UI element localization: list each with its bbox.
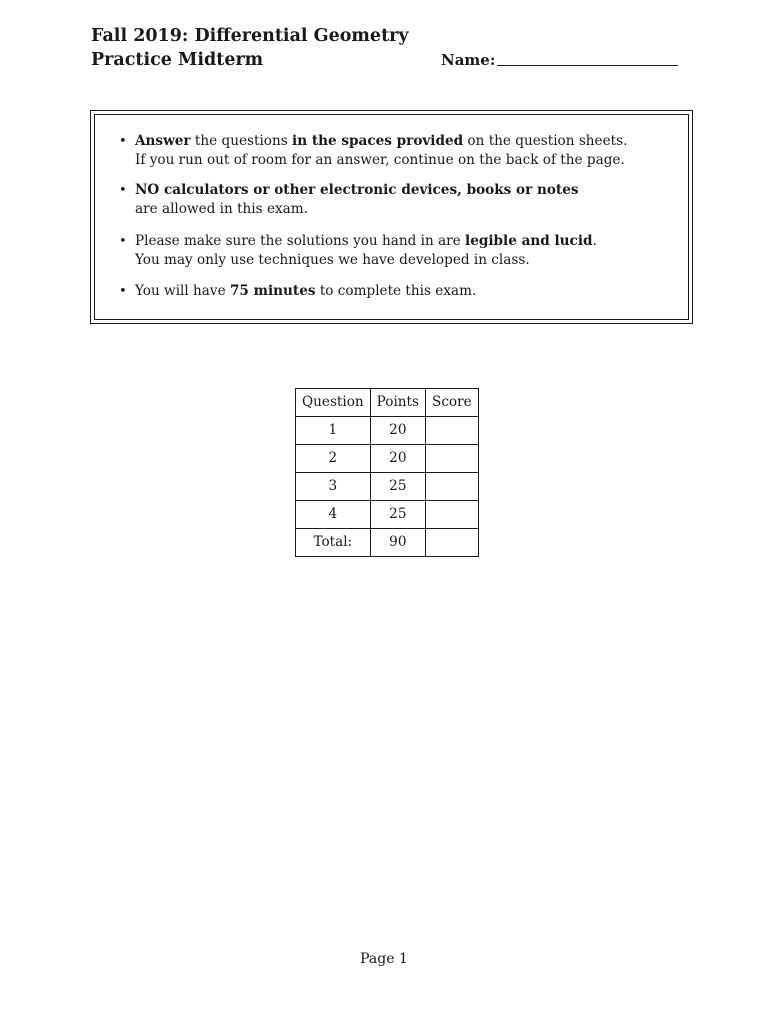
bullet-icon: •	[119, 134, 127, 149]
points-cell: 20	[370, 445, 425, 473]
instruction-line-2: If you run out of room for an answer, continue on the back of the page.	[135, 152, 625, 168]
total-points-cell: 90	[370, 529, 425, 557]
instruction-text: You will have	[135, 283, 230, 299]
course-title: Fall 2019: Differential Geometry	[91, 26, 409, 46]
page-number: Page 1	[360, 951, 408, 967]
instruction-text: .	[592, 233, 597, 249]
table-row	[296, 473, 479, 501]
instruction-item	[119, 132, 628, 170]
column-header-question: Question	[296, 389, 371, 417]
question-number-cell: 1	[296, 417, 371, 445]
name-field-line[interactable]	[497, 65, 678, 66]
table-header-row	[296, 389, 479, 417]
instruction-item	[119, 181, 579, 219]
instruction-text: Please make sure the solutions you hand in are	[135, 233, 466, 249]
name-label: Name:	[441, 51, 496, 69]
instructions-box	[90, 110, 693, 324]
bullet-icon: •	[119, 183, 127, 198]
instruction-bold-text: in the spaces provided	[292, 133, 464, 149]
score-cell[interactable]	[426, 445, 479, 473]
instruction-item	[119, 232, 597, 270]
instruction-bold-text: 75 minutes	[229, 283, 316, 299]
table-row	[296, 417, 479, 445]
points-cell: 25	[370, 473, 425, 501]
points-cell: 20	[370, 417, 425, 445]
bullet-icon: •	[119, 284, 127, 299]
points-cell: 25	[370, 501, 425, 529]
question-number-cell: 4	[296, 501, 371, 529]
total-score-cell[interactable]	[426, 529, 479, 557]
instruction-bold-text: NO calculators or other electronic devices, books or notes	[135, 182, 579, 198]
column-header-points: Points	[370, 389, 425, 417]
score-cell[interactable]	[426, 417, 479, 445]
table-row	[296, 445, 479, 473]
instruction-item	[119, 282, 477, 301]
instruction-line-2: You may only use techniques we have developed in class.	[135, 252, 530, 268]
total-label-cell: Total:	[296, 529, 371, 557]
table-row	[296, 501, 479, 529]
instruction-text: on the question sheets.	[463, 133, 628, 149]
instruction-line	[135, 181, 579, 200]
exam-title: Practice Midterm	[91, 50, 264, 70]
instruction-bold-text: legible and lucid	[465, 233, 593, 249]
instruction-line	[135, 132, 627, 151]
instruction-line	[135, 232, 597, 251]
instruction-line	[135, 282, 476, 301]
question-number-cell: 2	[296, 445, 371, 473]
table-total-row	[296, 529, 479, 557]
instruction-bold-text: Answer	[135, 133, 191, 149]
score-cell[interactable]	[426, 473, 479, 501]
question-number-cell: 3	[296, 473, 371, 501]
exam-header	[91, 24, 409, 72]
score-table	[295, 388, 479, 557]
instruction-text: the questions	[190, 133, 293, 149]
bullet-icon: •	[119, 234, 127, 249]
instruction-line-2: are allowed in this exam.	[135, 201, 308, 217]
instruction-text: to complete this exam.	[315, 283, 477, 299]
column-header-score: Score	[426, 389, 479, 417]
score-cell[interactable]	[426, 501, 479, 529]
